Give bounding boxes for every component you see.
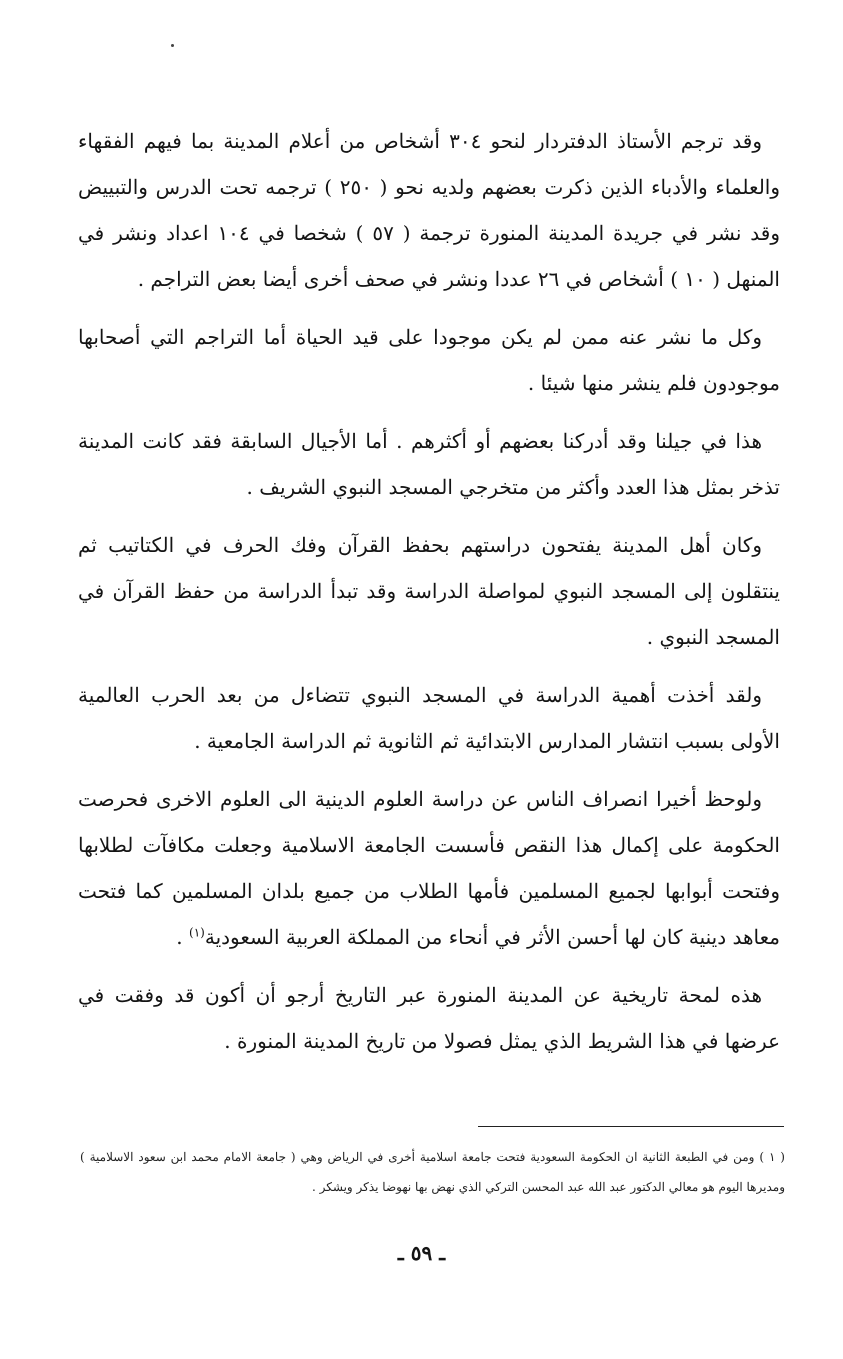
paragraph-6-text: ولوحظ أخيرا انصراف الناس عن دراسة العلوم الدينية الى العلوم الاخرى فحرصت الحكومة على إكمال هذا النقص فأسست الجامعة الاسلامية وجعلت مكافآت لطلابها وفتحت أبوابها لجميع المسلمين فأمها الطلاب من جميع بلدان المسلمين كما فتحت معاهد دينية كان لها أحسن الأثر في أنحاء من المملكة العربية السعودية	[78, 787, 780, 949]
paragraph-5: ولقد أخذت أهمية الدراسة في المسجد النبوي تتضاءل من بعد الحرب العالمية الأولى بسبب انتشار المدارس الابتدائية ثم الثانوية ثم الدراسة الجامعية .	[78, 683, 780, 753]
page-number: ـ ٥٩ ـ	[397, 1241, 446, 1265]
body-text	[78, 118, 780, 1076]
footnote-reference: (١)	[189, 925, 205, 940]
paragraph-4: وكان أهل المدينة يفتحون دراستهم بحفظ القرآن وفك الحرف في الكتاتيب ثم ينتقلون إلى المسجد النبوي لمواصلة الدراسة وقد تبدأ الدراسة من حفظ القرآن في المسجد النبوي .	[78, 533, 780, 649]
speck-mark	[171, 44, 174, 47]
paragraph-2: وكل ما نشر عنه ممن لم يكن موجودا على قيد الحياة أما التراجم التي أصحابها موجودون فلم ينشر منها شيئا .	[78, 325, 780, 395]
paragraph-1: وقد ترجم الأستاذ الدفتردار لنحو ٣٠٤ أشخاص من أعلام المدينة بما فيهم الفقهاء والعلماء والأدباء الذين ذكرت بعضهم ولديه نحو ( ٢٥٠ ) ترجمه تحت الدرس والتبييض وقد نشر في جريدة المدينة المنورة ترجمة ( ٥٧ ) شخصا في ١٠٤ اعداد ونشر في المنهل ( ١٠ ) أشخاص في ٢٦ عددا ونشر في صحف أخرى أيضا بعض التراجم .	[78, 129, 781, 291]
paragraph-3: هذا في جيلنا وقد أدركنا بعضهم أو أكثرهم . أما الأجيال السابقة فقد كانت المدينة تذخر بمثل هذا العدد وأكثر من متخرجي المسجد النبوي الشريف .	[78, 429, 780, 499]
paragraph-7: هذه لمحة تاريخية عن المدينة المنورة عبر التاريخ أرجو أن أكون قد وفقت في عرضها في هذا الشريط الذي يمثل فصولا من تاريخ المدينة المنورة .	[78, 983, 780, 1053]
footnote: ( ١ ) ومن في الطبعة الثانية ان الحكومة السعودية فتحت جامعة اسلامية أخرى في الرياض وهي ( جامعة الامام محمد ابن سعود الاسلامية ) ومديرها اليوم هو معالي الدكتور عبد الله عبد المحسن التركي الذي نهض بها نهوضا يذكر ويشكر .	[80, 1150, 785, 1194]
footnote-divider	[478, 1126, 784, 1127]
paragraph-6-end: .	[176, 925, 190, 949]
paragraph-6	[78, 776, 780, 960]
